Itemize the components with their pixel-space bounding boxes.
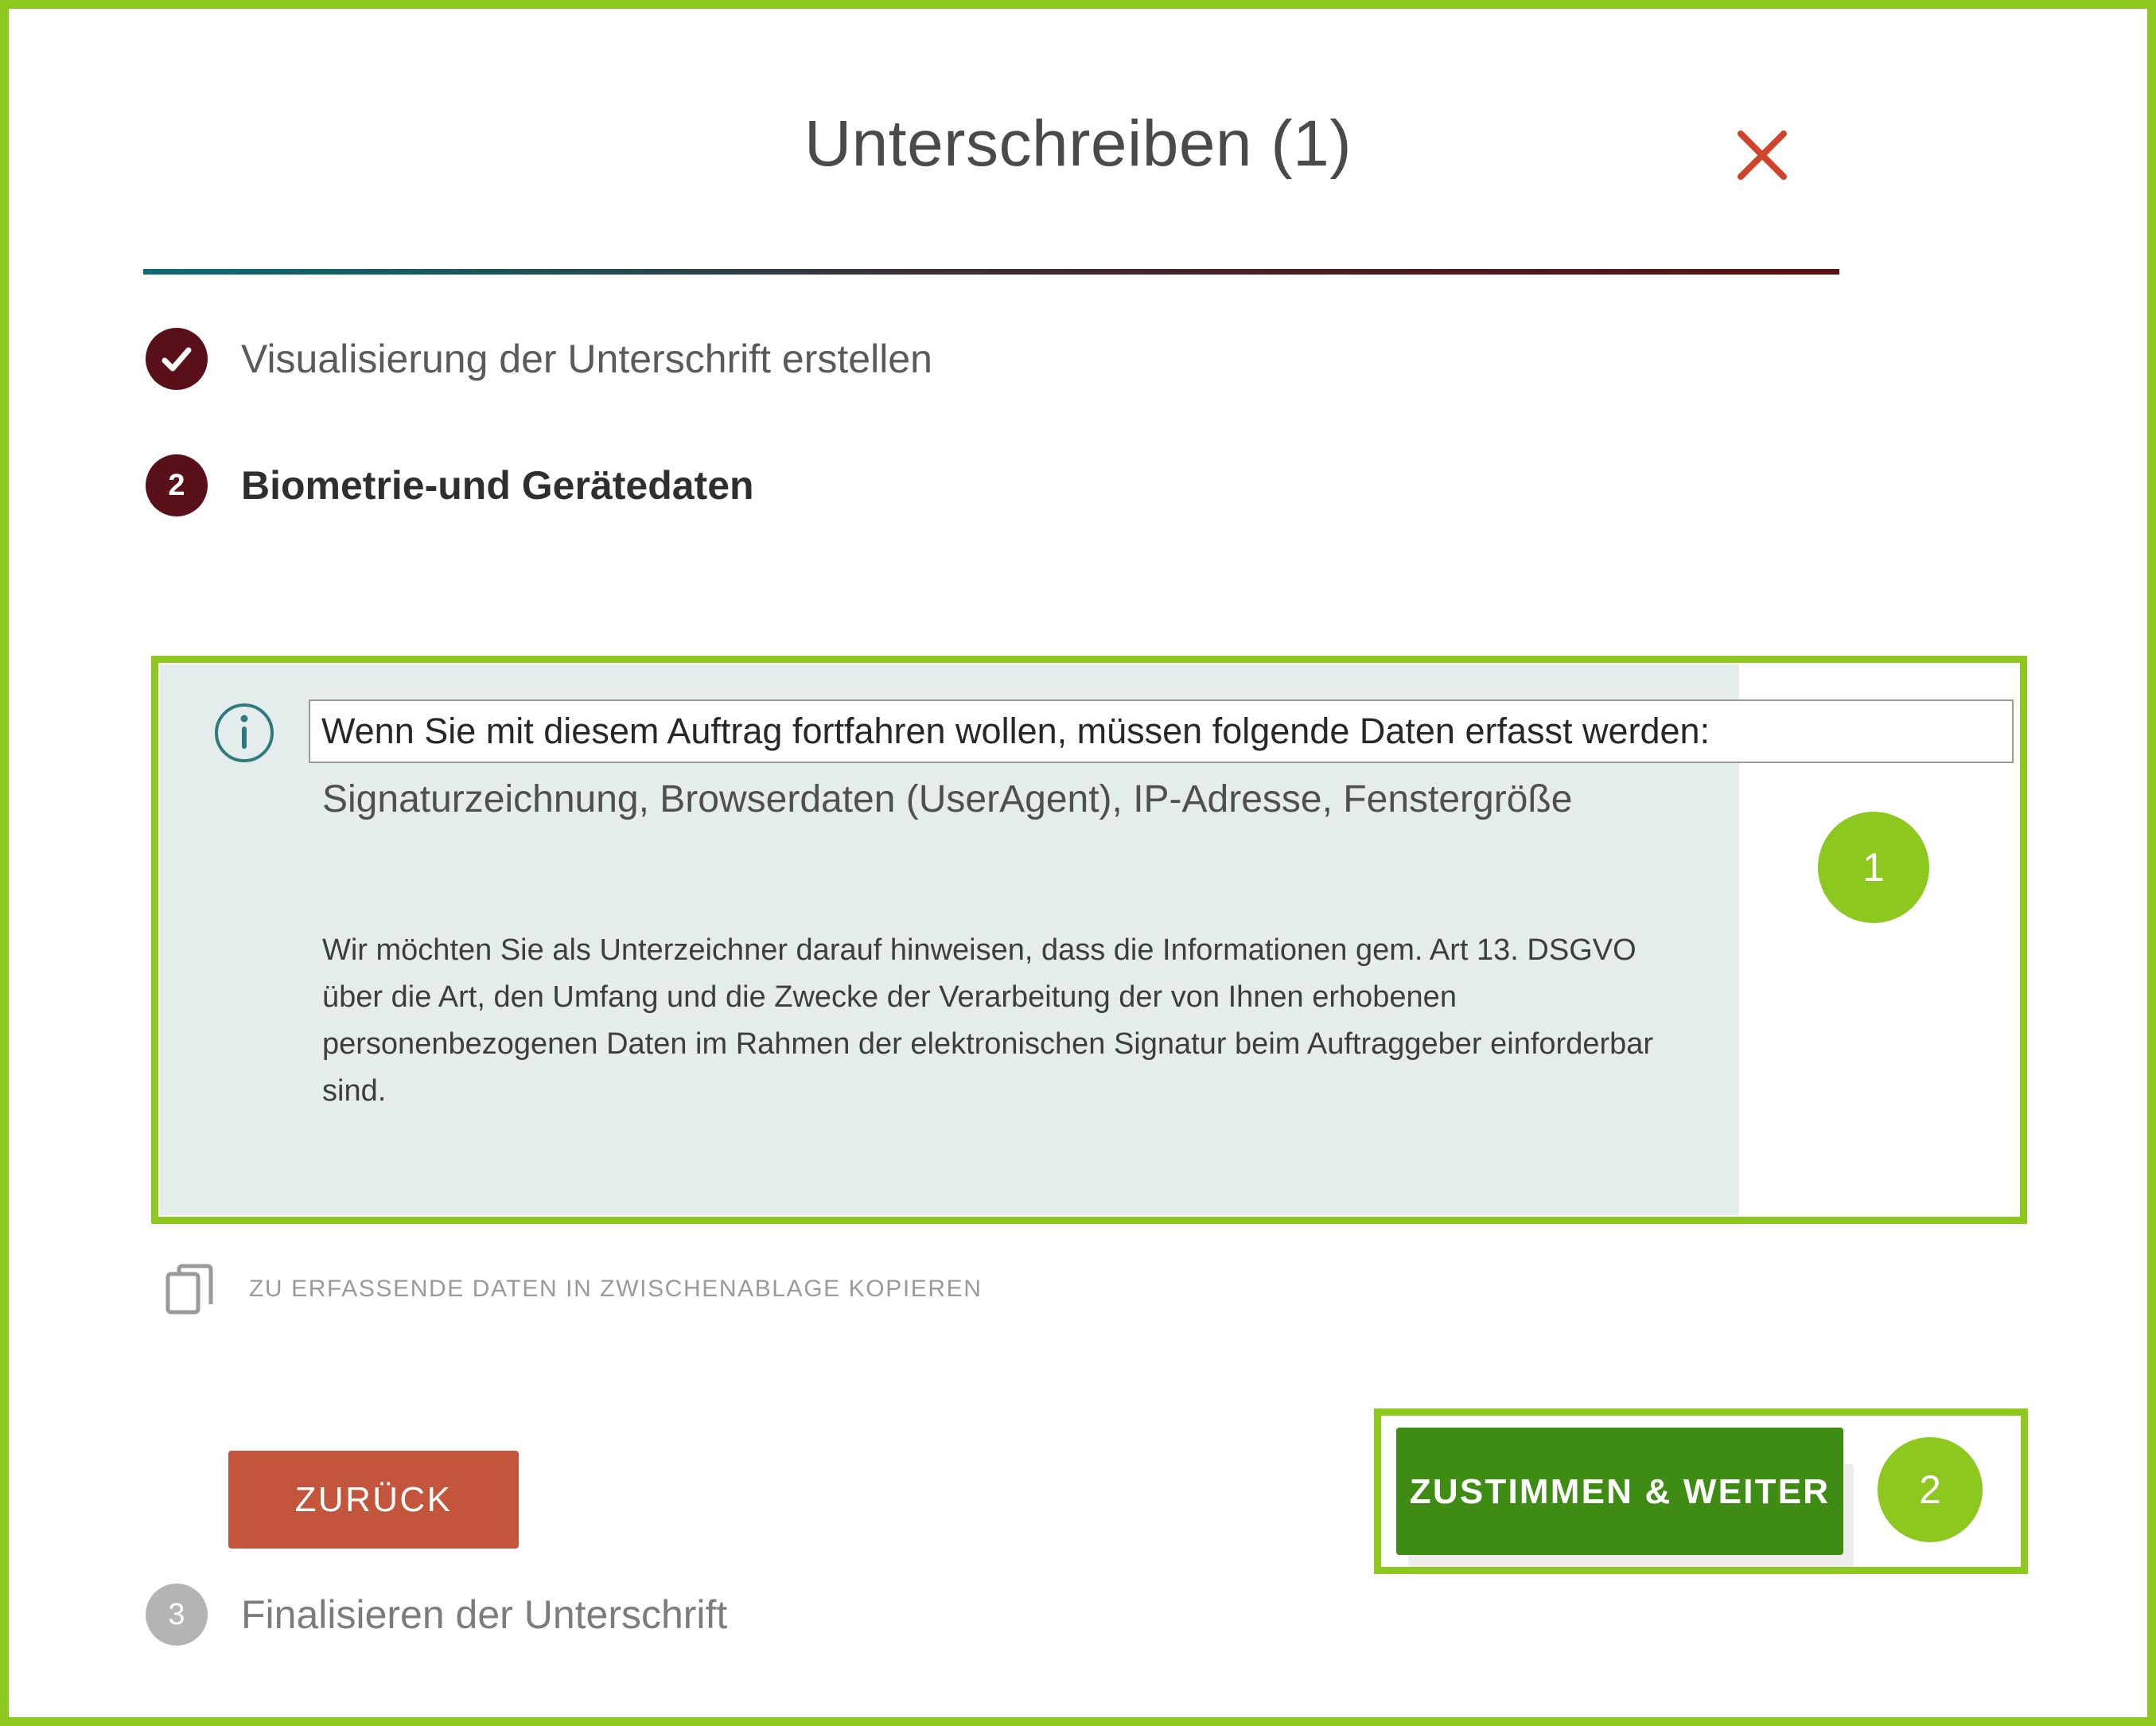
step-item-biometrie[interactable] [146, 454, 754, 516]
check-icon [146, 328, 208, 390]
copy-icon [163, 1261, 219, 1317]
copy-label: ZU ERFASSENDE DATEN IN ZWISCHENABLAGE KOPIEREN [249, 1276, 983, 1302]
close-icon[interactable] [1734, 127, 1790, 183]
step-label: Finalisieren der Unterschrift [241, 1592, 728, 1637]
info-body-text: Wir möchten Sie als Unterzeichner darauf hinweisen, dass die Informationen gem. Art 13. DSGVO über die Art, den Umfang und die Zwecke der Verarbeitung der von Ihnen erhobenen personenbezogenen Daten im Rahmen der elektronischen Signatur beim Auftraggeber einforderbar sind. [322, 933, 1654, 1108]
annotation-badge-2: 2 [1878, 1437, 1983, 1542]
dialog-header [0, 0, 2156, 239]
info-headline-field[interactable]: Wenn Sie mit diesem Auftrag fortfahren wollen, müssen folgende Daten erfasst werden: [309, 699, 2014, 763]
step-number-badge: 3 [146, 1584, 208, 1646]
agree-and-continue-button[interactable]: ZUSTIMMEN & WEITER [1396, 1428, 1843, 1555]
divider [143, 269, 1839, 275]
info-subline: Signaturzeichnung, Browserdaten (UserAgent), IP-Adresse, Fenstergröße [322, 778, 1573, 820]
page-title: Unterschreiben (1) [804, 107, 1352, 180]
step-label: Biometrie-und Gerätedaten [241, 463, 754, 508]
step-number-badge: 2 [146, 454, 208, 516]
copy-data-to-clipboard-button[interactable] [163, 1261, 983, 1317]
info-icon [213, 702, 275, 764]
step-item-finalisieren[interactable] [146, 1584, 727, 1646]
back-button[interactable]: ZURÜCK [228, 1451, 519, 1549]
step-label: Visualisierung der Unterschrift erstellen [241, 337, 932, 381]
annotation-badge-1: 1 [1818, 812, 1929, 923]
step-item-visualisierung[interactable] [146, 328, 932, 390]
